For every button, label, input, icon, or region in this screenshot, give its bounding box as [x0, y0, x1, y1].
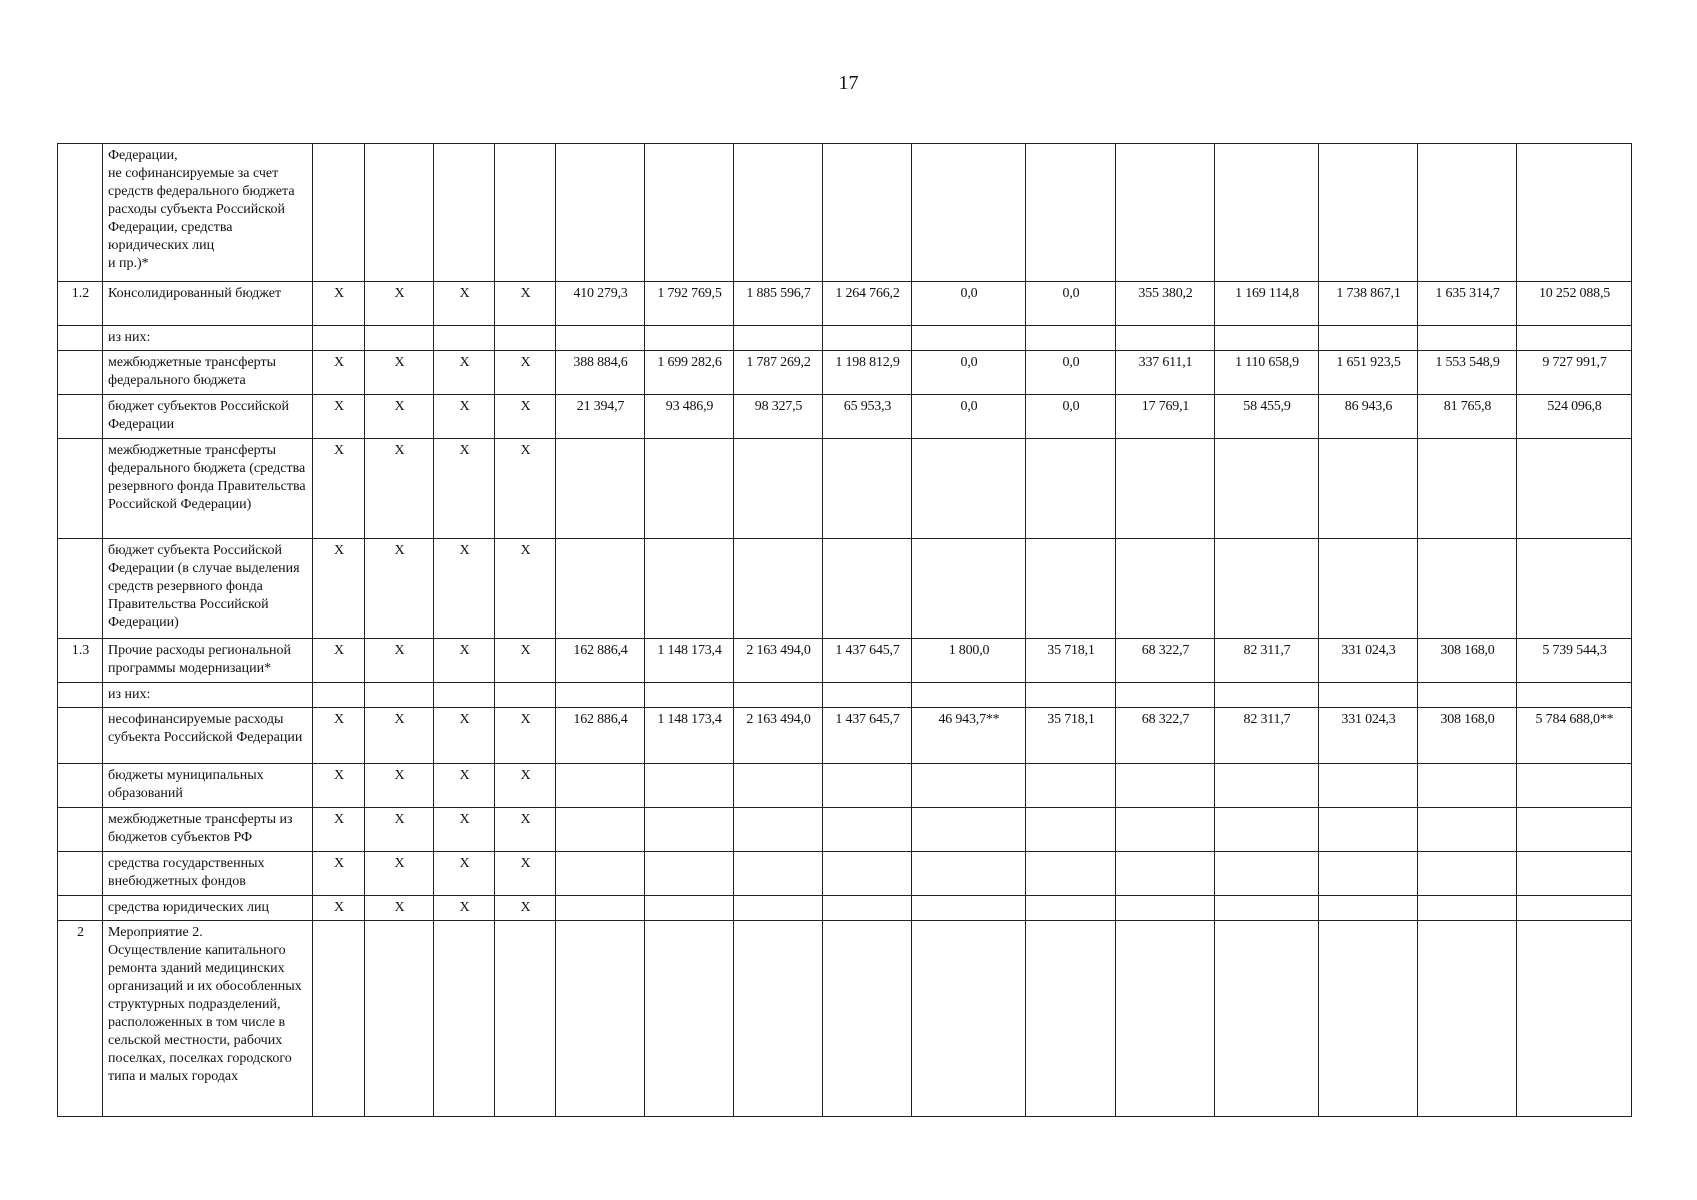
value-cell: [1026, 764, 1116, 808]
row-label-cell: Консолидированный бюджет: [103, 282, 313, 326]
mark-cell: X: [434, 351, 495, 395]
row-number-cell: [58, 852, 103, 896]
value-cell: [1215, 896, 1319, 921]
value-cell: [912, 144, 1026, 282]
row-label-cell: межбюджетные трансферты из бюджетов субъектов РФ: [103, 808, 313, 852]
table-row: [58, 896, 1632, 921]
row-label-cell: несофинансируемые расходы субъекта Российской Федерации: [103, 708, 313, 764]
mark-cell: X: [495, 395, 556, 439]
row-label-cell: бюджет субъектов Российской Федерации: [103, 395, 313, 439]
value-cell: [1418, 764, 1517, 808]
value-cell: 5 739 544,3: [1517, 639, 1632, 683]
value-cell: 0,0: [1026, 282, 1116, 326]
value-cell: 82 311,7: [1215, 708, 1319, 764]
value-cell: [1517, 144, 1632, 282]
value-cell: 1 148 173,4: [645, 639, 734, 683]
mark-cell: X: [434, 808, 495, 852]
value-cell: 0,0: [1026, 351, 1116, 395]
value-cell: [1418, 808, 1517, 852]
value-cell: [1319, 326, 1418, 351]
value-cell: 331 024,3: [1319, 708, 1418, 764]
mark-cell: X: [434, 852, 495, 896]
mark-cell: X: [495, 896, 556, 921]
value-cell: [734, 539, 823, 639]
value-cell: [1026, 326, 1116, 351]
value-cell: 1 651 923,5: [1319, 351, 1418, 395]
value-cell: [1215, 539, 1319, 639]
row-label-cell: из них:: [103, 683, 313, 708]
value-cell: 81 765,8: [1418, 395, 1517, 439]
value-cell: [1418, 896, 1517, 921]
value-cell: [556, 683, 645, 708]
mark-cell: X: [434, 764, 495, 808]
mark-cell: [365, 921, 434, 1117]
value-cell: [823, 326, 912, 351]
value-cell: [912, 921, 1026, 1117]
value-cell: [734, 144, 823, 282]
value-cell: [912, 764, 1026, 808]
mark-cell: [434, 326, 495, 351]
value-cell: [823, 439, 912, 539]
mark-cell: [365, 683, 434, 708]
value-cell: 65 953,3: [823, 395, 912, 439]
mark-cell: [313, 144, 365, 282]
mark-cell: [495, 144, 556, 282]
mark-cell: X: [365, 282, 434, 326]
value-cell: 9 727 991,7: [1517, 351, 1632, 395]
value-cell: [823, 921, 912, 1117]
row-label-cell: межбюджетные трансферты федерального бюджета: [103, 351, 313, 395]
value-cell: [1116, 896, 1215, 921]
value-cell: [823, 808, 912, 852]
value-cell: 1 738 867,1: [1319, 282, 1418, 326]
mark-cell: X: [365, 764, 434, 808]
row-number-cell: [58, 539, 103, 639]
value-cell: [645, 852, 734, 896]
table-row: [58, 639, 1632, 683]
mark-cell: X: [313, 764, 365, 808]
mark-cell: [495, 683, 556, 708]
value-cell: 68 322,7: [1116, 639, 1215, 683]
value-cell: [1418, 683, 1517, 708]
value-cell: [823, 896, 912, 921]
value-cell: [1026, 808, 1116, 852]
table-row: [58, 921, 1632, 1117]
value-cell: [1517, 539, 1632, 639]
value-cell: [1215, 921, 1319, 1117]
value-cell: [1517, 852, 1632, 896]
value-cell: [1026, 539, 1116, 639]
value-cell: [1026, 921, 1116, 1117]
mark-cell: X: [495, 282, 556, 326]
mark-cell: X: [495, 852, 556, 896]
value-cell: [912, 439, 1026, 539]
value-cell: 1 437 645,7: [823, 708, 912, 764]
value-cell: [1319, 852, 1418, 896]
mark-cell: [365, 326, 434, 351]
mark-cell: X: [495, 708, 556, 764]
row-number-cell: 2: [58, 921, 103, 1117]
value-cell: [645, 539, 734, 639]
value-cell: [1418, 539, 1517, 639]
value-cell: 21 394,7: [556, 395, 645, 439]
mark-cell: X: [434, 896, 495, 921]
row-label-cell: средства государственных внебюджетных фондов: [103, 852, 313, 896]
mark-cell: X: [365, 852, 434, 896]
value-cell: [1116, 921, 1215, 1117]
row-number-cell: 1.2: [58, 282, 103, 326]
value-cell: 0,0: [912, 351, 1026, 395]
mark-cell: [434, 144, 495, 282]
mark-cell: X: [434, 539, 495, 639]
value-cell: 1 110 658,9: [1215, 351, 1319, 395]
value-cell: [556, 921, 645, 1117]
value-cell: [912, 326, 1026, 351]
mark-cell: X: [313, 896, 365, 921]
value-cell: [912, 683, 1026, 708]
value-cell: [1215, 683, 1319, 708]
value-cell: 0,0: [912, 282, 1026, 326]
value-cell: [1215, 852, 1319, 896]
value-cell: [1418, 439, 1517, 539]
value-cell: [1026, 896, 1116, 921]
value-cell: [1116, 539, 1215, 639]
value-cell: [556, 852, 645, 896]
value-cell: 0,0: [1026, 395, 1116, 439]
value-cell: 1 800,0: [912, 639, 1026, 683]
value-cell: [823, 539, 912, 639]
table-row: [58, 808, 1632, 852]
value-cell: 46 943,7**: [912, 708, 1026, 764]
value-cell: [1418, 852, 1517, 896]
mark-cell: X: [434, 282, 495, 326]
value-cell: 35 718,1: [1026, 708, 1116, 764]
table-row: [58, 439, 1632, 539]
mark-cell: X: [313, 708, 365, 764]
mark-cell: X: [313, 351, 365, 395]
value-cell: [912, 852, 1026, 896]
value-cell: 35 718,1: [1026, 639, 1116, 683]
value-cell: [734, 896, 823, 921]
value-cell: [912, 808, 1026, 852]
row-number-cell: [58, 326, 103, 351]
value-cell: [734, 683, 823, 708]
value-cell: [556, 326, 645, 351]
mark-cell: [495, 921, 556, 1117]
value-cell: [1215, 439, 1319, 539]
row-number-cell: [58, 896, 103, 921]
table-row: [58, 395, 1632, 439]
value-cell: [645, 896, 734, 921]
row-number-cell: [58, 764, 103, 808]
mark-cell: [434, 921, 495, 1117]
value-cell: [1026, 683, 1116, 708]
value-cell: [1517, 921, 1632, 1117]
row-number-cell: [58, 395, 103, 439]
value-cell: [1319, 764, 1418, 808]
row-number-cell: [58, 683, 103, 708]
value-cell: [645, 326, 734, 351]
table-row: [58, 708, 1632, 764]
value-cell: 308 168,0: [1418, 708, 1517, 764]
row-label-cell: средства юридических лиц: [103, 896, 313, 921]
value-cell: [1215, 326, 1319, 351]
value-cell: [1517, 764, 1632, 808]
value-cell: [1116, 764, 1215, 808]
value-cell: [734, 921, 823, 1117]
mark-cell: X: [313, 439, 365, 539]
mark-cell: X: [313, 395, 365, 439]
value-cell: [1215, 764, 1319, 808]
mark-cell: X: [365, 351, 434, 395]
value-cell: [912, 896, 1026, 921]
value-cell: [1116, 326, 1215, 351]
value-cell: [912, 539, 1026, 639]
value-cell: 98 327,5: [734, 395, 823, 439]
mark-cell: [313, 683, 365, 708]
mark-cell: X: [434, 708, 495, 764]
value-cell: [1319, 896, 1418, 921]
value-cell: [1319, 144, 1418, 282]
value-cell: [1116, 439, 1215, 539]
value-cell: 17 769,1: [1116, 395, 1215, 439]
value-cell: 58 455,9: [1215, 395, 1319, 439]
value-cell: 1 437 645,7: [823, 639, 912, 683]
value-cell: 308 168,0: [1418, 639, 1517, 683]
value-cell: [823, 764, 912, 808]
value-cell: 2 163 494,0: [734, 708, 823, 764]
table-row: [58, 852, 1632, 896]
value-cell: [1116, 852, 1215, 896]
mark-cell: X: [313, 539, 365, 639]
value-cell: 331 024,3: [1319, 639, 1418, 683]
value-cell: 0,0: [912, 395, 1026, 439]
mark-cell: X: [495, 439, 556, 539]
mark-cell: X: [313, 852, 365, 896]
value-cell: [1517, 439, 1632, 539]
mark-cell: X: [365, 539, 434, 639]
value-cell: [1116, 683, 1215, 708]
value-cell: [1517, 683, 1632, 708]
value-cell: [645, 683, 734, 708]
page-number: 17: [838, 72, 859, 94]
value-cell: [734, 764, 823, 808]
row-label-cell: из них:: [103, 326, 313, 351]
value-cell: 355 380,2: [1116, 282, 1215, 326]
mark-cell: X: [434, 439, 495, 539]
mark-cell: [313, 326, 365, 351]
mark-cell: X: [313, 282, 365, 326]
value-cell: [645, 764, 734, 808]
value-cell: [1418, 921, 1517, 1117]
mark-cell: X: [365, 439, 434, 539]
value-cell: 162 886,4: [556, 639, 645, 683]
row-label-cell: межбюджетные трансферты федерального бюджета (средства резервного фонда Правительства Российской Федерации): [103, 439, 313, 539]
value-cell: 68 322,7: [1116, 708, 1215, 764]
value-cell: 1 198 812,9: [823, 351, 912, 395]
value-cell: [556, 539, 645, 639]
value-cell: 2 163 494,0: [734, 639, 823, 683]
table-row: [58, 764, 1632, 808]
value-cell: [556, 439, 645, 539]
row-label-cell: Федерации, не софинансируемые за счет средств федерального бюджета расходы субъекта Российской Федерации, средства юридических лиц и пр.)*: [103, 144, 313, 282]
value-cell: [556, 764, 645, 808]
row-label-cell: бюджеты муниципальных образований: [103, 764, 313, 808]
table-row: [58, 351, 1632, 395]
mark-cell: [365, 144, 434, 282]
mark-cell: X: [365, 395, 434, 439]
mark-cell: X: [365, 639, 434, 683]
value-cell: [1319, 439, 1418, 539]
value-cell: 524 096,8: [1517, 395, 1632, 439]
row-number-cell: [58, 144, 103, 282]
value-cell: [1517, 896, 1632, 921]
mark-cell: X: [495, 639, 556, 683]
value-cell: [1026, 144, 1116, 282]
value-cell: 1 169 114,8: [1215, 282, 1319, 326]
value-cell: [734, 808, 823, 852]
value-cell: 1 885 596,7: [734, 282, 823, 326]
value-cell: 388 884,6: [556, 351, 645, 395]
table-row: [58, 683, 1632, 708]
value-cell: 1 635 314,7: [1418, 282, 1517, 326]
row-label-cell: Мероприятие 2. Осуществление капитального ремонта зданий медицинских организаций и их обособленных структурных подразделений, расположенных в том числе в сельской местности, рабочих поселках, поселках городского типа и малых городах: [103, 921, 313, 1117]
value-cell: 86 943,6: [1319, 395, 1418, 439]
value-cell: 337 611,1: [1116, 351, 1215, 395]
value-cell: 82 311,7: [1215, 639, 1319, 683]
value-cell: [1319, 539, 1418, 639]
value-cell: 10 252 088,5: [1517, 282, 1632, 326]
value-cell: 1 787 269,2: [734, 351, 823, 395]
mark-cell: [495, 326, 556, 351]
value-cell: 1 553 548,9: [1418, 351, 1517, 395]
value-cell: [556, 896, 645, 921]
value-cell: [823, 852, 912, 896]
value-cell: [823, 144, 912, 282]
value-cell: [645, 439, 734, 539]
value-cell: [1319, 808, 1418, 852]
value-cell: [556, 144, 645, 282]
mark-cell: X: [313, 639, 365, 683]
value-cell: [1116, 808, 1215, 852]
mark-cell: X: [313, 808, 365, 852]
value-cell: 1 699 282,6: [645, 351, 734, 395]
table-row: [58, 326, 1632, 351]
table-row: [58, 282, 1632, 326]
value-cell: [1319, 683, 1418, 708]
mark-cell: X: [495, 539, 556, 639]
value-cell: [1418, 144, 1517, 282]
value-cell: 410 279,3: [556, 282, 645, 326]
value-cell: [1215, 808, 1319, 852]
value-cell: [734, 852, 823, 896]
mark-cell: X: [365, 896, 434, 921]
value-cell: 1 264 766,2: [823, 282, 912, 326]
value-cell: [734, 439, 823, 539]
value-cell: 93 486,9: [645, 395, 734, 439]
value-cell: [1418, 326, 1517, 351]
row-number-cell: 1.3: [58, 639, 103, 683]
mark-cell: X: [495, 764, 556, 808]
value-cell: [1517, 326, 1632, 351]
budget-table: [57, 143, 1632, 1117]
mark-cell: X: [495, 351, 556, 395]
value-cell: 5 784 688,0**: [1517, 708, 1632, 764]
value-cell: [645, 921, 734, 1117]
mark-cell: X: [365, 708, 434, 764]
value-cell: [1215, 144, 1319, 282]
mark-cell: X: [434, 395, 495, 439]
value-cell: 162 886,4: [556, 708, 645, 764]
row-number-cell: [58, 439, 103, 539]
value-cell: [734, 326, 823, 351]
value-cell: [645, 808, 734, 852]
value-cell: 1 792 769,5: [645, 282, 734, 326]
mark-cell: [434, 683, 495, 708]
value-cell: [1026, 852, 1116, 896]
row-number-cell: [58, 351, 103, 395]
value-cell: [1319, 921, 1418, 1117]
value-cell: 1 148 173,4: [645, 708, 734, 764]
row-label-cell: Прочие расходы региональной программы модернизации*: [103, 639, 313, 683]
mark-cell: X: [365, 808, 434, 852]
value-cell: [823, 683, 912, 708]
value-cell: [556, 808, 645, 852]
row-label-cell: бюджет субъекта Российской Федерации (в случае выделения средств резервного фонда Правительства Российской Федерации): [103, 539, 313, 639]
row-number-cell: [58, 808, 103, 852]
value-cell: [1116, 144, 1215, 282]
value-cell: [1026, 439, 1116, 539]
mark-cell: X: [434, 639, 495, 683]
table-row: [58, 144, 1632, 282]
mark-cell: [313, 921, 365, 1117]
mark-cell: X: [495, 808, 556, 852]
table-row: [58, 539, 1632, 639]
row-number-cell: [58, 708, 103, 764]
value-cell: [645, 144, 734, 282]
value-cell: [1517, 808, 1632, 852]
